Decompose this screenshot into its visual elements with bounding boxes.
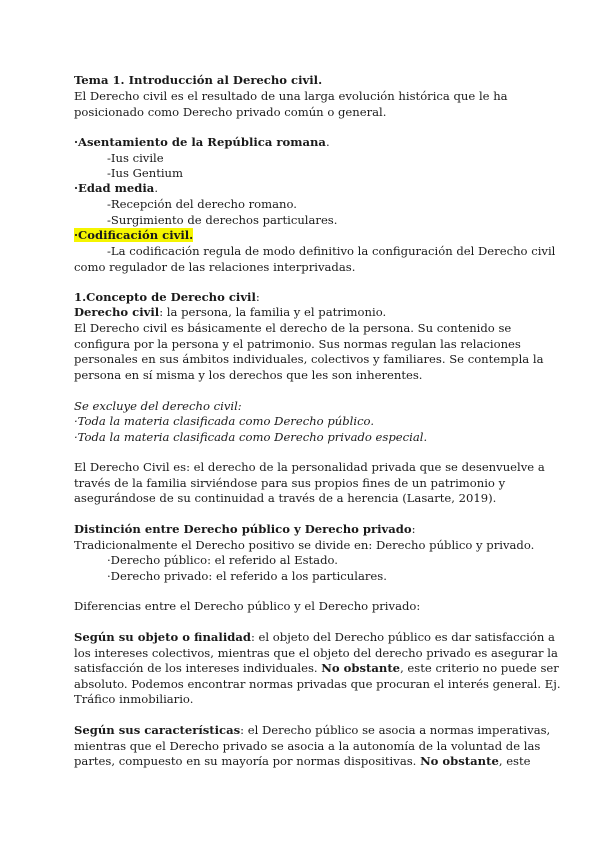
history-codification-text: -La codificación regula de modo definitivo la configuración del Derecho civil xyxy=(107,244,556,258)
lasarte-definition-line: El Derecho Civil es: el derecho de la personalidad privada que se desenvuelve a xyxy=(74,460,545,474)
intro-line: posicionado como Derecho privado común o general. xyxy=(74,105,387,119)
history-middle-item: -Surgimiento de derechos particulares. xyxy=(107,213,338,227)
objeto-line: Tráfico inmobiliario. xyxy=(74,692,194,706)
history-codification-text: como regulador de las relaciones interprivadas. xyxy=(74,260,356,274)
history-rome-item: -Ius Gentium xyxy=(107,166,184,180)
concept-definition: Derecho civil: la persona, la familia y el patrimonio. xyxy=(74,305,387,319)
history-rome-heading: ·Asentamiento de la República romana. xyxy=(74,135,330,149)
concept-paragraph-line: personales en sus ámbitos individuales, colectivos y familiares. Se contempla la xyxy=(74,352,544,366)
intro-line: El Derecho civil es el resultado de una larga evolución histórica que le ha xyxy=(74,89,508,103)
history-middle-heading: ·Edad media. xyxy=(74,181,158,195)
differences-intro: Diferencias entre el Derecho público y el Derecho privado: xyxy=(74,599,421,613)
objeto-line: satisfacción de los intereses individuales. No obstante, este criterio no puede ser xyxy=(74,661,559,675)
objeto-line: Según su objeto o finalidad: el objeto del Derecho público es dar satisfacción a xyxy=(74,630,555,644)
excluded-item: ·Toda la materia clasificada como Derecho público. xyxy=(74,414,375,428)
history-codification-heading: ·Codificación civil. xyxy=(74,228,194,242)
caracteristicas-line: mientras que el Derecho privado se asocia a la autonomía de la voluntad de las xyxy=(74,739,541,753)
concept-paragraph-line: configura por la persona y el patrimonio. Sus normas regulan las relaciones xyxy=(74,337,521,351)
history-rome-item: -Ius civile xyxy=(107,151,164,165)
distinction-item: ·Derecho público: el referido al Estado. xyxy=(107,553,338,567)
history-middle-item: -Recepción del derecho romano. xyxy=(107,197,297,211)
objeto-line: los intereses colectivos, mientras que el objeto del derecho privado es asegurar la xyxy=(74,646,558,660)
concept-paragraph-line: El Derecho civil es básicamente el derecho de la persona. Su contenido se xyxy=(74,321,512,335)
lasarte-definition-line: asegurándose de su continuidad a través de a herencia (Lasarte, 2019). xyxy=(74,491,497,505)
concept-heading: 1.Concepto de Derecho civil: xyxy=(74,290,260,304)
excluded-item: ·Toda la materia clasificada como Derecho privado especial. xyxy=(74,430,428,444)
distinction-heading: Distinción entre Derecho público y Derecho privado: xyxy=(74,522,416,536)
concept-paragraph-line: persona en sí misma y los derechos que les son inherentes. xyxy=(74,368,423,382)
objeto-line: absoluto. Podemos encontrar normas privadas que procuran el interés general. Ej. xyxy=(74,677,561,691)
document-title: Tema 1. Introducción al Derecho civil. xyxy=(74,73,323,87)
caracteristicas-line: partes, compuesto en su mayoría por normas dispositivas. No obstante, este xyxy=(74,754,531,768)
caracteristicas-line: Según sus características: el Derecho público se asocia a normas imperativas, xyxy=(74,723,551,737)
distinction-item: ·Derecho privado: el referido a los particulares. xyxy=(107,569,387,583)
excluded-heading: Se excluye del derecho civil: xyxy=(74,399,242,413)
distinction-intro: Tradicionalmente el Derecho positivo se divide en: Derecho público y privado. xyxy=(74,538,535,552)
lasarte-definition-line: través de la familia sirviéndose para sus propios fines de un patrimonio y xyxy=(74,476,506,490)
